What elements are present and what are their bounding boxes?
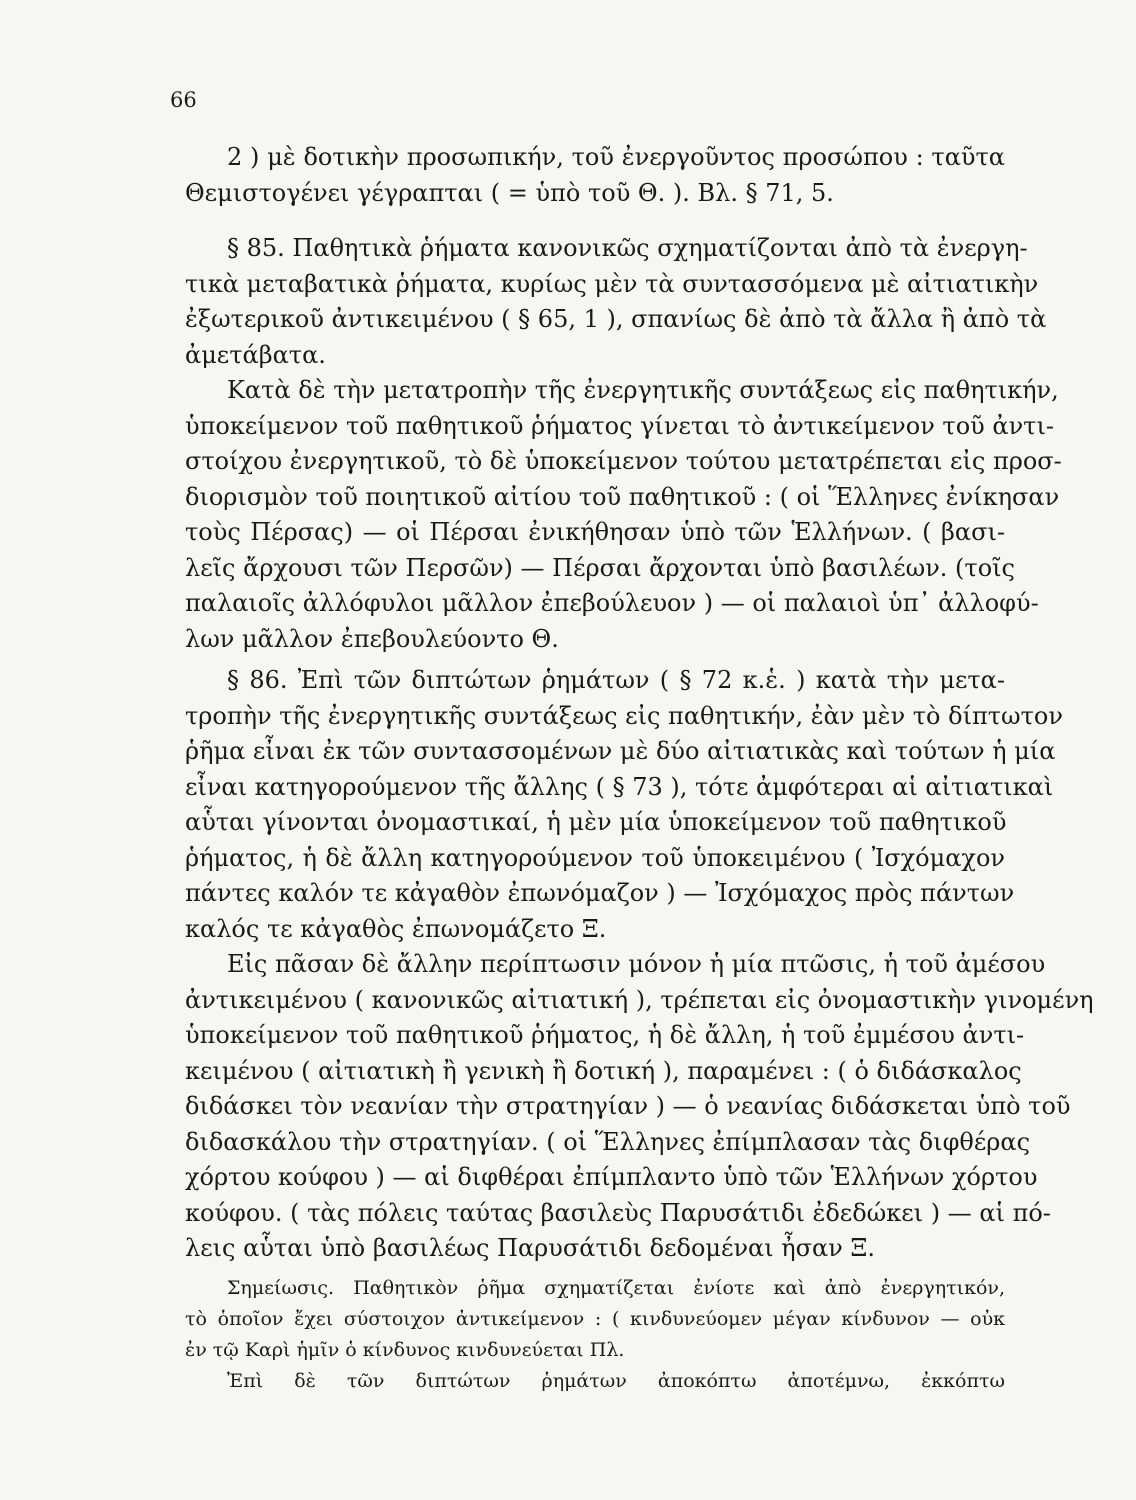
section-86-line: § 86. Ἐπὶ τῶν διπτώτων ῥημάτων ( § 72 κ.ἑ. ) κατὰ τὴν μετα- [227, 666, 1005, 694]
text-line: Κατὰ δὲ τὴν μετατροπὴν τῆς ἐνεργητικῆς συντάξεως εἰς παθητικήν, [227, 376, 1059, 404]
text-line: πάντες καλόν τε κἀγαθὸν ἐπωνόμαζον ) — Ἰσχόμαχος πρὸς πάντων [185, 879, 1015, 907]
paragraph-gap [185, 211, 1005, 231]
section-85-line: § 85. Παθητικὰ ῥήματα κανονικῶς σχηματίζονται ἀπὸ τὰ ἐνεργη- [227, 234, 1028, 262]
text-line: αὗται γίνονται ὀνομαστικαί, ἡ μὲν μία ὑποκείμενον τοῦ παθητικοῦ [185, 808, 1007, 836]
note-block [185, 1273, 1005, 1397]
text-line: Θεμιστογένει γέγραπται ( = ὑπὸ τοῦ Θ. ). Βλ. § 71, 5. [185, 178, 834, 207]
page-number: 66 [170, 88, 197, 112]
text-line: τικὰ μεταβατικὰ ῥήματα, κυρίως μὲν τὰ συντασσόμενα μὲ αἰτιατικὴν [185, 269, 1039, 298]
text-line: ῥῆμα εἶναι ἐκ τῶν συντασσομένων μὲ δύο αἰτιατικὰς καὶ τούτων ἡ μία [185, 737, 1056, 765]
main-text [185, 140, 1094, 1397]
text-line: παλαιοῖς ἀλλόφυλοι μᾶλλον ἐπεβούλευον ) — οἱ παλαιοὶ ὑπ᾽ ἀλλοφύ- [185, 589, 1039, 617]
text-line: ἐξωτερικοῦ ἀντικειμένου ( § 65, 1 ), σπανίως δὲ ἀπὸ τὰ ἄλλα ἢ ἀπὸ τὰ [185, 305, 1047, 333]
note-line: Ἐπὶ δὲ τῶν διπτώτων ῥημάτων ἀποκόπτω ἀποτέμνω, ἐκκόπτω [227, 1369, 1005, 1392]
note-line: τὸ ὁποῖον ἔχει σύστοιχον ἀντικείμενον : ( κινδυνεύομεν μέγαν κίνδυνον — οὐκ [185, 1307, 1005, 1330]
note-line: Σημείωσις. Παθητικὸν ῥῆμα σχηματίζεται ἐνίοτε καὶ ἀπὸ ἐνεργητικόν, [227, 1276, 1005, 1299]
text-line: τροπὴν τῆς ἐνεργητικῆς συντάξεως εἰς παθητικήν, ἐὰν μὲν τὸ δίπτωτον [185, 701, 1063, 730]
text-line: χόρτου κούφου ) — αἱ διφθέραι ἐπίμπλαντο ὑπὸ τῶν Ἑλλήνων χόρτου [185, 1163, 1038, 1191]
text-line: εἶναι κατηγορούμενον τῆς ἄλλης ( § 73 ), τότε ἀμφότεραι αἱ αἰτιατικαὶ [185, 772, 1054, 801]
text-line: διορισμὸν τοῦ ποιητικοῦ αἰτίου τοῦ παθητικοῦ : ( οἱ Ἕλληνες ἐνίκησαν [185, 482, 1060, 511]
text-line: διδάσκει τὸν νεανίαν τὴν στρατηγίαν ) — ὁ νεανίας διδάσκεται ὑπὸ τοῦ [185, 1092, 1071, 1120]
text-line: Εἰς πᾶσαν δὲ ἄλλην περίπτωσιν μόνον ἡ μία πτῶσις, ἡ τοῦ ἀμέσου [227, 950, 1046, 978]
text-line: λεις αὗται ὑπὸ βασιλέως Παρυσάτιδι δεδομέναι ἦσαν Ξ. [185, 1234, 875, 1262]
text-line: τοὺς Πέρσας) — οἱ Πέρσαι ἐνικήθησαν ὑπὸ τῶν Ἑλλήνων. ( βασι- [185, 518, 1005, 546]
text-line: ὑποκείμενον τοῦ παθητικοῦ ῥήματος, ἡ δὲ ἄλλη, ἡ τοῦ ἐμμέσου ἀντι- [185, 1021, 1025, 1049]
text-line: ἀντικειμένου ( κανονικῶς αἰτιατική ), τρέπεται εἰς ὀνομαστικὴν γινομένη [185, 985, 1094, 1014]
text-line: καλός τε κἀγαθὸς ἐπωνομάζετο Ξ. [185, 914, 607, 943]
text-line: κειμένου ( αἰτιατικὴ ἢ γενικὴ ἢ δοτική ), παραμένει : ( ὁ διδάσκαλος [185, 1056, 1022, 1085]
text-line: διδασκάλου τὴν στρατηγίαν. ( οἱ Ἕλληνες ἐπίμπλασαν τὰς διφθέρας [185, 1127, 1031, 1156]
text-line: ἀμετάβατα. [185, 340, 326, 369]
text-line: ῥήματος, ἡ δὲ ἄλλη κατηγορούμενον τοῦ ὑποκειμένου ( Ἰσχόμαχον [185, 843, 1005, 872]
text-line: 2 ) μὲ δοτικὴν προσωπικήν, τοῦ ἐνεργοῦντος προσώπου : ταῦτα [227, 143, 1005, 171]
note-line: ἐν τῷ Καρὶ ἡμῖν ὁ κίνδυνος κινδυνεύεται Πλ. [185, 1338, 625, 1361]
text-line: στοίχου ἐνεργητικοῦ, τὸ δὲ ὑποκείμενον τούτου μετατρέπεται εἰς προσ- [185, 447, 1062, 475]
text-line: λων μᾶλλον ἐπεβουλεύοντο Θ. [185, 624, 559, 653]
text-line: λεῖς ἄρχουσι τῶν Περσῶν) — Πέρσαι ἄρχονται ὑπὸ βασιλέων. (τοῖς [185, 553, 1015, 582]
text-line: κούφου. ( τὰς πόλεις ταύτας βασιλεὺς Παρυσάτιδι ἐδεδώκει ) — αἱ πό- [185, 1198, 1051, 1227]
text-line: ὑποκείμενον τοῦ παθητικοῦ ῥήματος γίνεται τὸ ἀντικείμενον τοῦ ἀντι- [185, 411, 1054, 440]
